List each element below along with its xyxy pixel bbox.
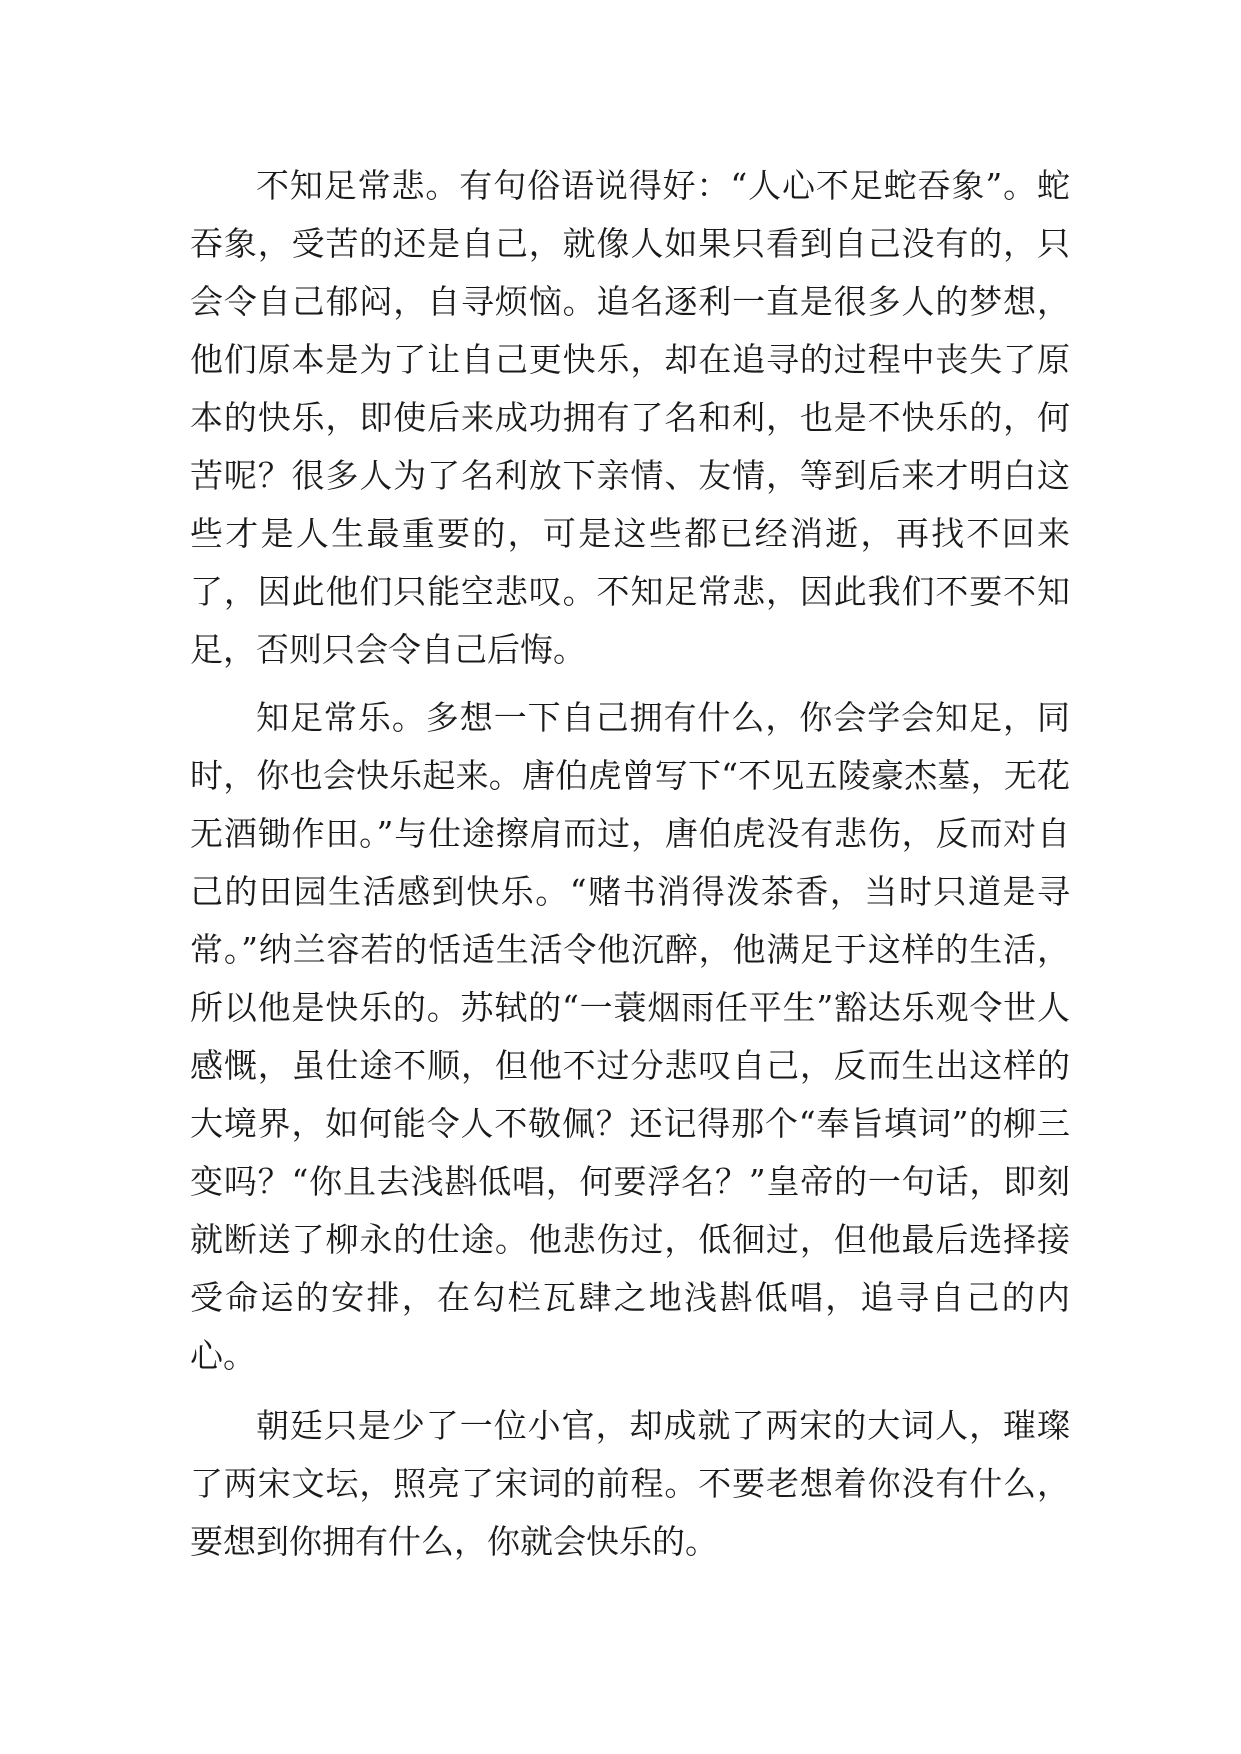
paragraph-contentment: 知足常乐。多想一下自己拥有什么，你会学会知足，同时，你也会快乐起来。唐伯虎曾写下“不见五陵豪杰墓，无花无酒锄作田。”与仕途擦肩而过，唐伯虎没有悲伤，反而对自己的田园生活感到快乐。“赌书消得泼茶香，当时只道是寻常。”纳兰容若的恬适生活令他沉醉，他满足于这样的生活，所以他是快乐的。苏轼的“一蓑烟雨任平生”豁达乐观令世人感慨，虽仕途不顺，但他不过分悲叹自己，反而生出这样的大境界，如何能令人不敬佩？还记得那个“奉旨填词”的柳三变吗？“你且去浅斟低唱，何要浮名？”皇帝的一句话，即刻就断送了柳永的仕途。他悲伤过，低徊过，但他最后选择接受命运的安排，在勾栏瓦肆之地浅斟低唱，追寻自己的内心。 [190, 698, 1070, 1375]
paragraph-discontent: 不知足常悲。有句俗语说得好：“人心不足蛇吞象”。蛇吞象，受苦的还是自己，就像人如果只看到自己没有的，只会令自己郁闷，自寻烦恼。追名逐利一直是很多人的梦想，他们原本是为了让自己更快乐，却在追寻的过程中丧失了原本的快乐，即使后来成功拥有了名和利，也是不快乐的，何苦呢？很多人为了名利放下亲情、友情，等到后来才明白这些才是人生最重要的，可是这些都已经消逝，再找不回来了，因此他们只能空悲叹。不知足常悲，因此我们不要不知足，否则只会令自己后悔。 [190, 166, 1070, 669]
body-text [190, 157, 1070, 1571]
paragraph-conclusion: 朝廷只是少了一位小官，却成就了两宋的大词人，璀璨了两宋文坛，照亮了宋词的前程。不要老想着你没有什么，要想到你拥有什么，你就会快乐的。 [190, 1406, 1070, 1561]
